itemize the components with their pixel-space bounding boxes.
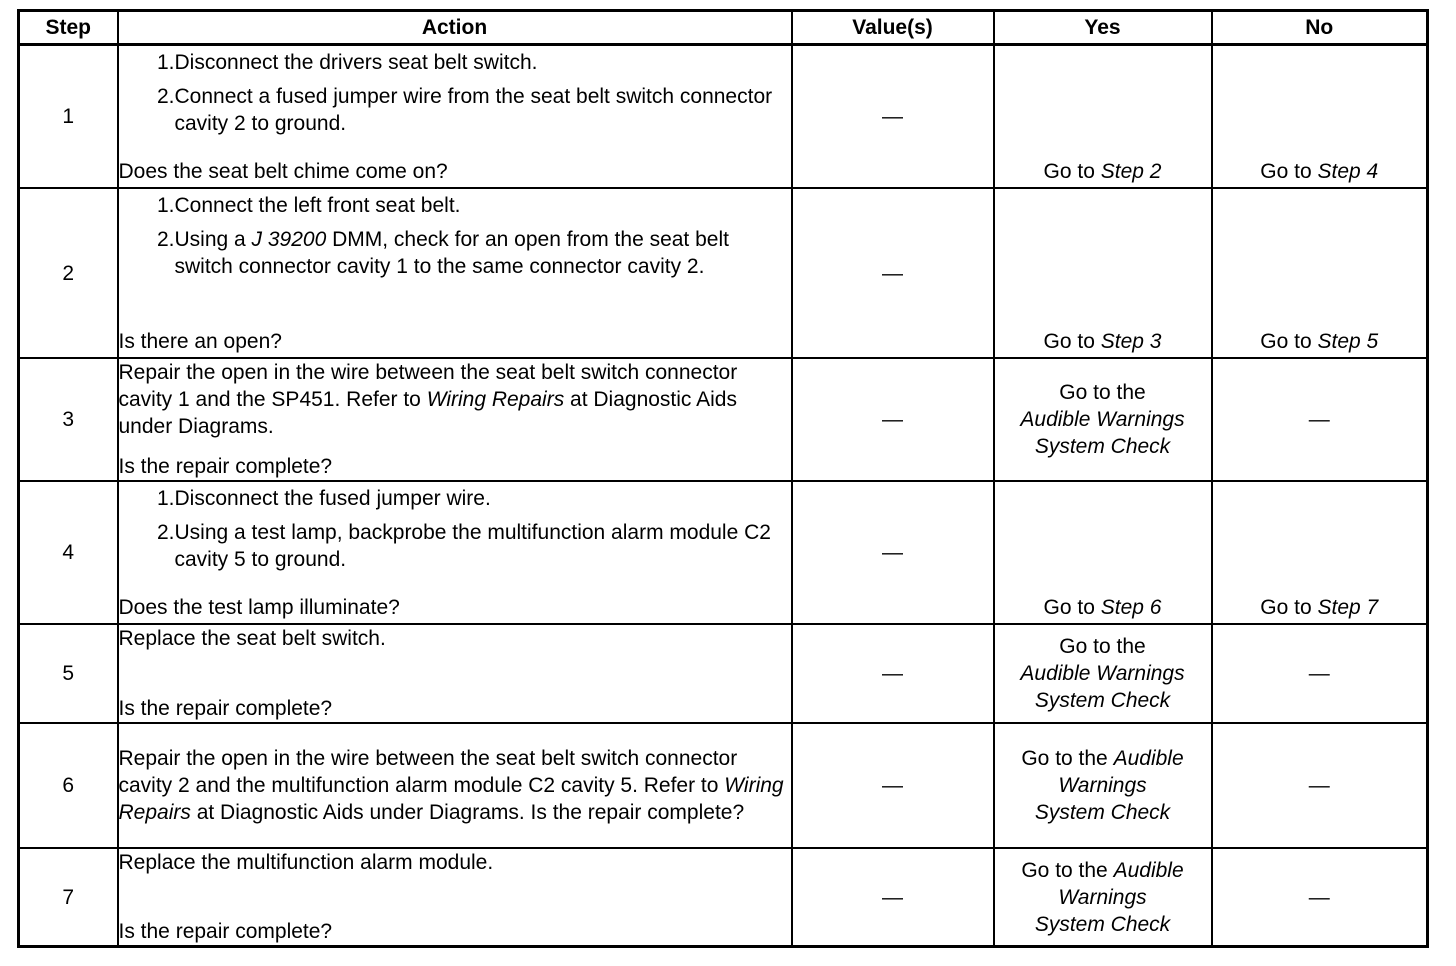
value-cell: — [792, 358, 994, 481]
tool-ref: J 39200 [251, 228, 327, 251]
action-list [119, 485, 791, 579]
step-link: Step 4 [1317, 160, 1379, 183]
question-text: Is the repair complete? [118, 455, 333, 478]
step-link: Step 7 [1317, 596, 1379, 619]
action-list [119, 192, 791, 286]
header-yes: Yes [994, 11, 1212, 45]
no-cell: Go to Step 7 [1212, 481, 1428, 624]
reference-link: Wiring Repairs [118, 774, 784, 824]
table-row [19, 723, 1428, 848]
header-values: Value(s) [792, 11, 994, 45]
action-text: Replace the multifunction alarm module. [118, 851, 494, 874]
question-text: Does the seat belt chime come on? [118, 160, 448, 183]
table-row [19, 624, 1428, 723]
value-cell: — [792, 481, 994, 624]
step-number: 7 [19, 848, 118, 947]
yes-cell: Go to the Audible Warnings System Check [994, 848, 1212, 947]
yes-cell: Go to the Audible Warnings System Check [994, 358, 1212, 481]
list-item: 1. Disconnect the fused jumper wire. [156, 487, 491, 510]
no-cell: — [1212, 723, 1428, 848]
step-number: 1 [19, 45, 118, 189]
question-text: Is the repair complete? [118, 697, 333, 720]
table-row [19, 358, 1428, 481]
diagnostic-table [17, 9, 1429, 948]
value-cell: — [792, 723, 994, 848]
action-cell [118, 45, 792, 189]
yes-cell: Go to the Audible Warnings System Check [994, 624, 1212, 723]
yes-cell: Go to Step 6 [994, 481, 1212, 624]
step-link: Step 2 [1100, 160, 1162, 183]
value-cell: — [792, 188, 994, 358]
value-cell: — [792, 45, 994, 189]
no-cell: — [1212, 358, 1428, 481]
step-number: 6 [19, 723, 118, 848]
step-link: Step 5 [1317, 330, 1379, 353]
question-text: Is the repair complete? [118, 920, 333, 943]
step-number: 3 [19, 358, 118, 481]
step-number: 2 [19, 188, 118, 358]
header-action: Action [118, 11, 792, 45]
step-link: Step 3 [1100, 330, 1162, 353]
value-cell: — [792, 624, 994, 723]
header-step: Step [19, 11, 118, 45]
action-cell [118, 188, 792, 358]
step-number: 5 [19, 624, 118, 723]
yes-cell: Go to Step 2 [994, 45, 1212, 189]
list-item: 1. Disconnect the drivers seat belt switch. [156, 51, 538, 74]
action-cell [118, 358, 792, 481]
no-cell: Go to Step 4 [1212, 45, 1428, 189]
list-item: 1. Connect the left front seat belt. [156, 194, 461, 217]
no-cell: — [1212, 624, 1428, 723]
no-cell: Go to Step 5 [1212, 188, 1428, 358]
action-text: Repair the open in the wire between the seat belt switch connector cavity 2 and the multifunction alarm module C2 cavity 5. Refer to Wiring Repairs at Diagnostic Aids under Diagrams. Is the repair complete? [118, 747, 784, 824]
reference-link: Wiring Repairs [426, 388, 565, 411]
question-text: Does the test lamp illuminate? [118, 596, 400, 619]
question-text: Is there an open? [118, 330, 282, 353]
action-text: Replace the seat belt switch. [118, 627, 386, 650]
header-row [19, 11, 1428, 45]
table-row [19, 848, 1428, 947]
step-link: Step 6 [1100, 596, 1162, 619]
table-row [19, 188, 1428, 358]
table-row [19, 481, 1428, 624]
no-cell: — [1212, 848, 1428, 947]
action-cell [118, 723, 792, 848]
table-row [19, 45, 1428, 189]
list-item: 2. Using a J 39200 DMM, check for an open from the seat belt switch connector cavity 1 to the same connector cavity 2. [156, 228, 729, 278]
value-cell: — [792, 848, 994, 947]
action-text: Repair the open in the wire between the seat belt switch connector cavity 1 and the SP451. Refer to Wiring Repairs at Diagnostic Aids under Diagrams. [118, 361, 738, 438]
list-item: 2. Connect a fused jumper wire from the seat belt switch connector cavity 2 to ground. [156, 85, 773, 135]
step-number: 4 [19, 481, 118, 624]
action-list [119, 49, 791, 143]
list-item: 2. Using a test lamp, backprobe the multifunction alarm module C2 cavity 5 to ground. [156, 521, 771, 571]
action-cell [118, 624, 792, 723]
yes-cell: Go to Step 3 [994, 188, 1212, 358]
header-no: No [1212, 11, 1428, 45]
action-cell [118, 848, 792, 947]
yes-cell: Go to the Audible Warnings System Check [994, 723, 1212, 848]
action-cell [118, 481, 792, 624]
